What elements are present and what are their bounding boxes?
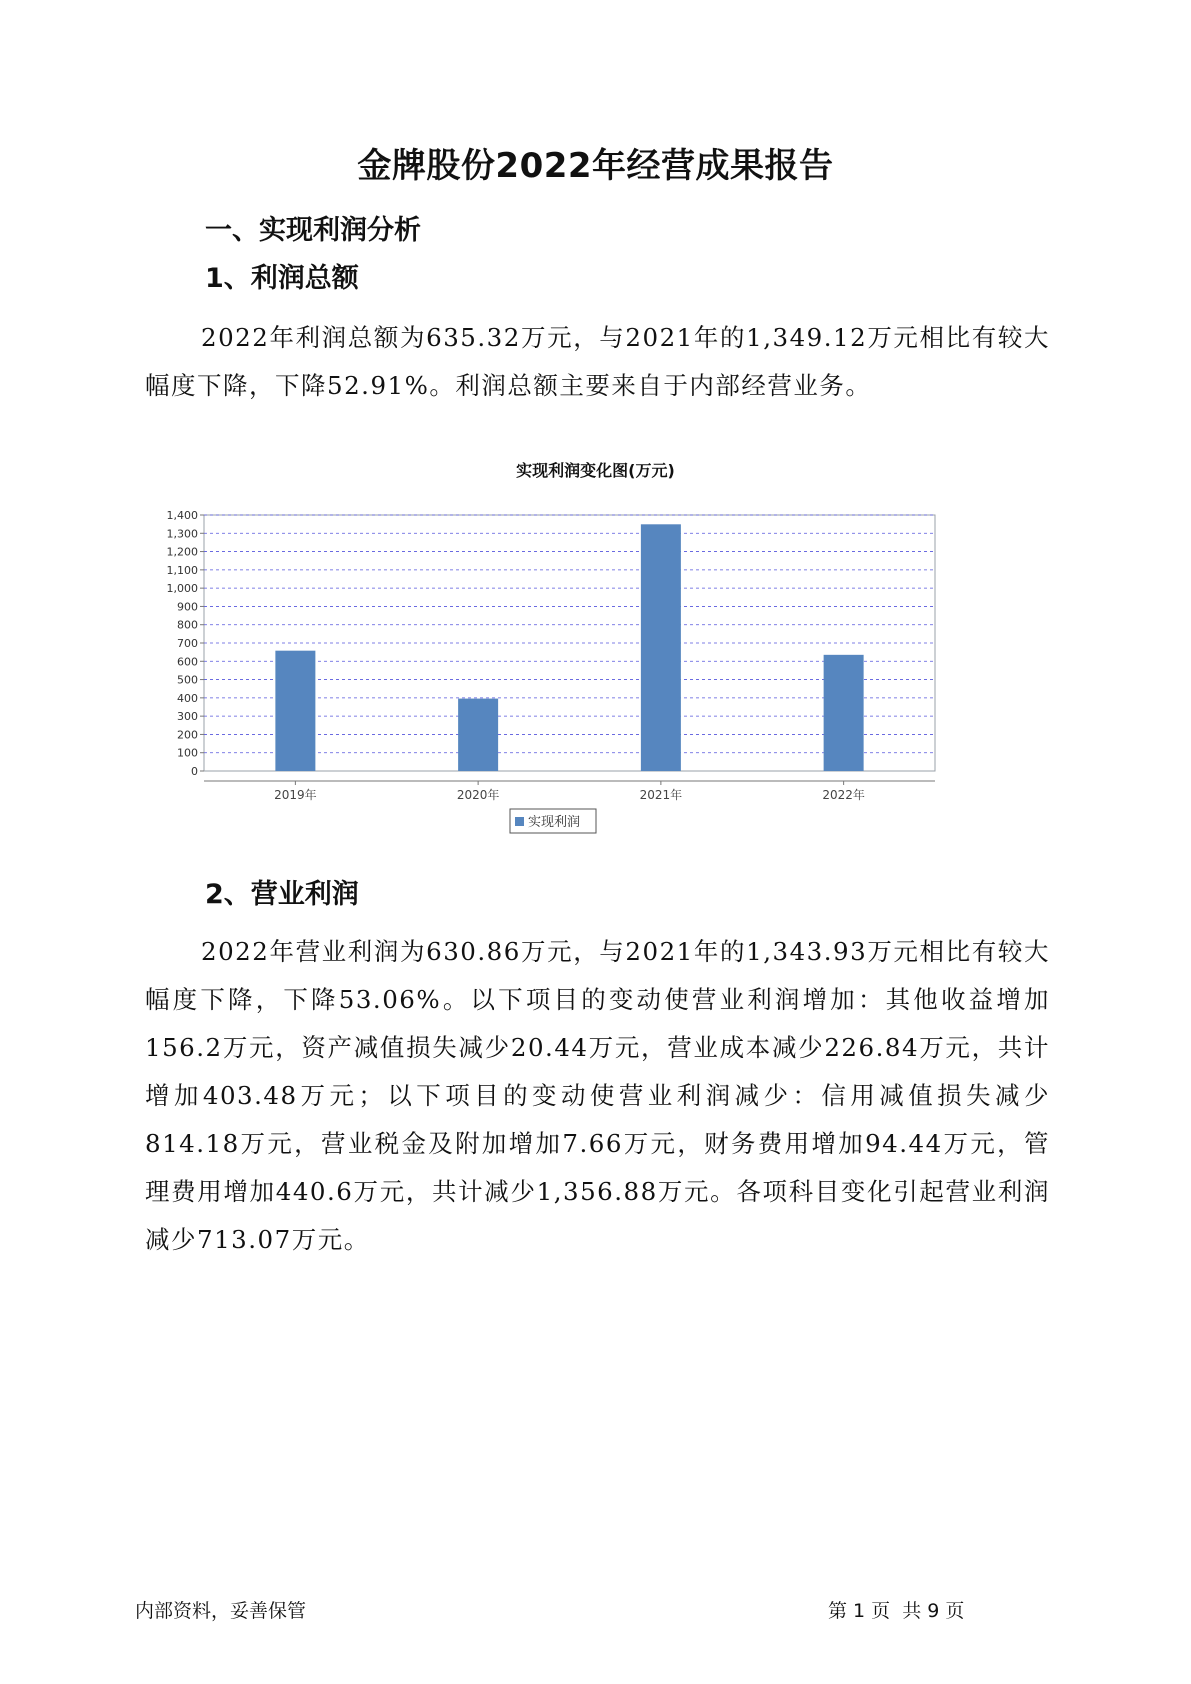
x-tick-label: 2020年 — [456, 788, 500, 802]
y-tick-label: 700 — [177, 637, 198, 650]
y-tick-label: 100 — [177, 746, 198, 760]
section-heading-profit-analysis: 一、实现利润分析 — [205, 215, 421, 246]
bar-2022年 — [824, 655, 864, 771]
footer-page-number: 第 1 页 共 9 页 — [828, 1600, 965, 1622]
document-title: 金牌股份2022年经营成果报告 — [357, 146, 834, 186]
legend-swatch — [515, 817, 524, 826]
y-tick-label: 1,200 — [166, 545, 198, 559]
bar-2021年 — [641, 524, 681, 771]
x-tick-label: 2021年 — [639, 788, 683, 802]
x-tick-label: 2019年 — [274, 788, 317, 802]
y-tick-label: 1,300 — [166, 527, 198, 541]
y-tick-label: 400 — [177, 691, 198, 705]
bar-2019年 — [275, 651, 315, 771]
y-tick-label: 800 — [177, 618, 198, 632]
profit-bar-chart — [160, 490, 960, 850]
x-tick-label: 2022年 — [822, 788, 865, 802]
y-tick-label: 600 — [177, 655, 198, 669]
y-tick-label: 500 — [177, 673, 198, 687]
chart-title: 实现利润变化图(万元) — [516, 461, 675, 480]
legend-label: 实现利润 — [528, 815, 581, 830]
subsection-heading-total-profit: 1、利润总额 — [205, 263, 359, 294]
y-tick-label: 900 — [177, 600, 198, 614]
y-tick-label: 1,100 — [166, 563, 198, 577]
y-tick-label: 0 — [191, 765, 198, 778]
y-tick-label: 300 — [177, 710, 198, 724]
paragraph-operating-profit: 2022年营业利润为630.86万元，与2021年的1,343.93万元相比有较大幅度下降，下降53.06%。以下项目的变动使营业利润增加：其他收益增加156.2万元，资产减值损失减少20.44万元，营业成本减少226.84万元，共计增加403.48万元；以下项目的变动使营业利润减少：信用减值损失减少814.18万元，营业税金及附加增加7.66万元，财务费用增加94.44万元，管理费用增加440.6万元，共计减少1,356.88万元。各项科目变化引起营业利润减少713.07万元。 — [145, 937, 1050, 1254]
y-tick-label: 1,000 — [166, 582, 198, 596]
subsection-heading-operating-profit: 2、营业利润 — [205, 879, 359, 910]
footer-confidential-note: 内部资料，妥善保管 — [135, 1600, 307, 1622]
y-tick-label: 1,400 — [166, 509, 198, 522]
paragraph-total-profit: 2022年利润总额为635.32万元，与2021年的1,349.12万元相比有较大幅度下降，下降52.91%。利润总额主要来自于内部经营业务。 — [145, 323, 1050, 400]
bar-2020年 — [458, 699, 498, 771]
y-tick-label: 200 — [177, 728, 198, 742]
